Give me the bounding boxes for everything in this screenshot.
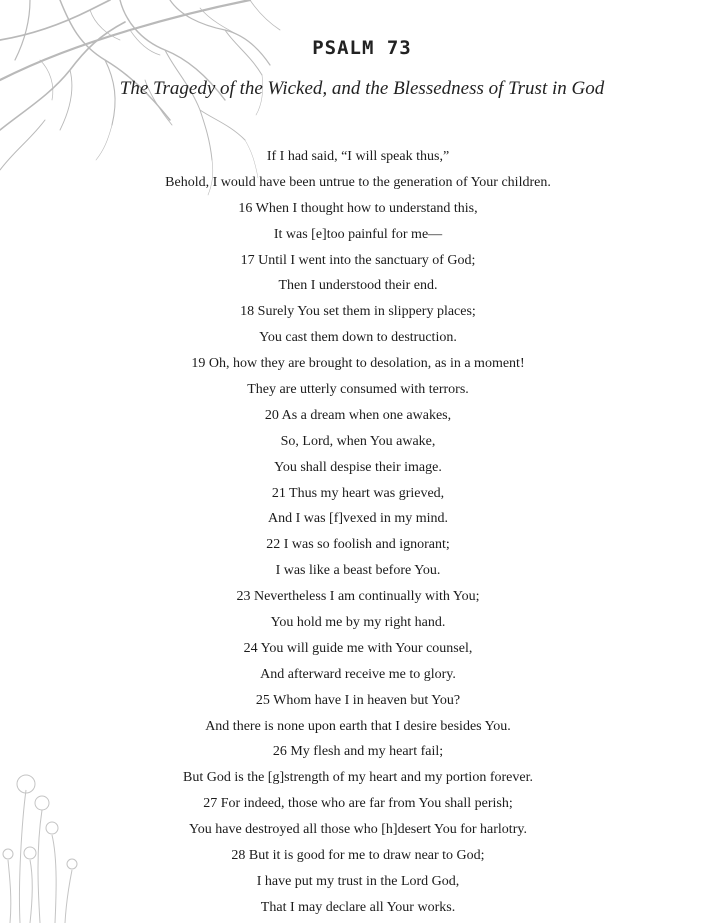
page-subtitle: The Tragedy of the Wicked, and the Blessedness of Trust in God: [119, 78, 605, 99]
verse-line: You shall despise their image.: [274, 459, 442, 475]
verse-line: That I may declare all Your works.: [260, 899, 456, 915]
verse-line: 19 Oh, how they are brought to desolation, as in a moment!: [191, 356, 525, 372]
verse-line: They are utterly consumed with terrors.: [247, 382, 469, 398]
verse-line: 25 Whom have I in heaven but You?: [255, 692, 461, 708]
verse-line: I have put my trust in the Lord God,: [256, 873, 460, 889]
verse-line: You have destroyed all those who [h]desert You for harlotry.: [189, 822, 527, 838]
verse-line: So, Lord, when You awake,: [280, 433, 436, 449]
verse-line: You cast them down to destruction.: [259, 330, 457, 346]
verse-line: I was like a beast before You.: [275, 563, 441, 579]
verse-line: 28 But it is good for me to draw near to God;: [231, 848, 485, 864]
verse-line: It was [e]too painful for me—: [273, 226, 443, 242]
verse-line: 17 Until I went into the sanctuary of God;: [240, 252, 476, 268]
verse-line: If I had said, “I will speak thus,”: [266, 149, 450, 164]
verse-line: 27 For indeed, those who are far from You shall perish;: [203, 796, 513, 812]
page-title: PSALM 73: [312, 37, 412, 59]
verse-line: 20 As a dream when one awakes,: [264, 407, 452, 423]
verse-list: [0, 144, 716, 921]
verse-line: 23 Nevertheless I am continually with You;: [236, 589, 480, 605]
verse-line: 24 You will guide me with Your counsel,: [243, 640, 473, 656]
verse-line: 22 I was so foolish and ignorant;: [266, 537, 450, 553]
verse-line: Behold, I would have been untrue to the generation of Your children.: [165, 174, 551, 190]
verse-line: Then I understood their end.: [278, 278, 438, 294]
verse-line: But God is the [g]strength of my heart and my portion forever.: [183, 770, 533, 786]
verse-line: And there is none upon earth that I desire besides You.: [205, 718, 511, 734]
verse-line: 16 When I thought how to understand this,: [238, 200, 478, 216]
verse-line: 18 Surely You set them in slippery places;: [240, 304, 476, 320]
verse-line: And afterward receive me to glory.: [260, 666, 456, 682]
verse-line: And I was [f]vexed in my mind.: [267, 511, 449, 527]
verse-line: 26 My flesh and my heart fail;: [272, 744, 444, 760]
verse-line: 21 Thus my heart was grieved,: [271, 485, 445, 501]
verse-line: You hold me by my right hand.: [270, 615, 446, 631]
